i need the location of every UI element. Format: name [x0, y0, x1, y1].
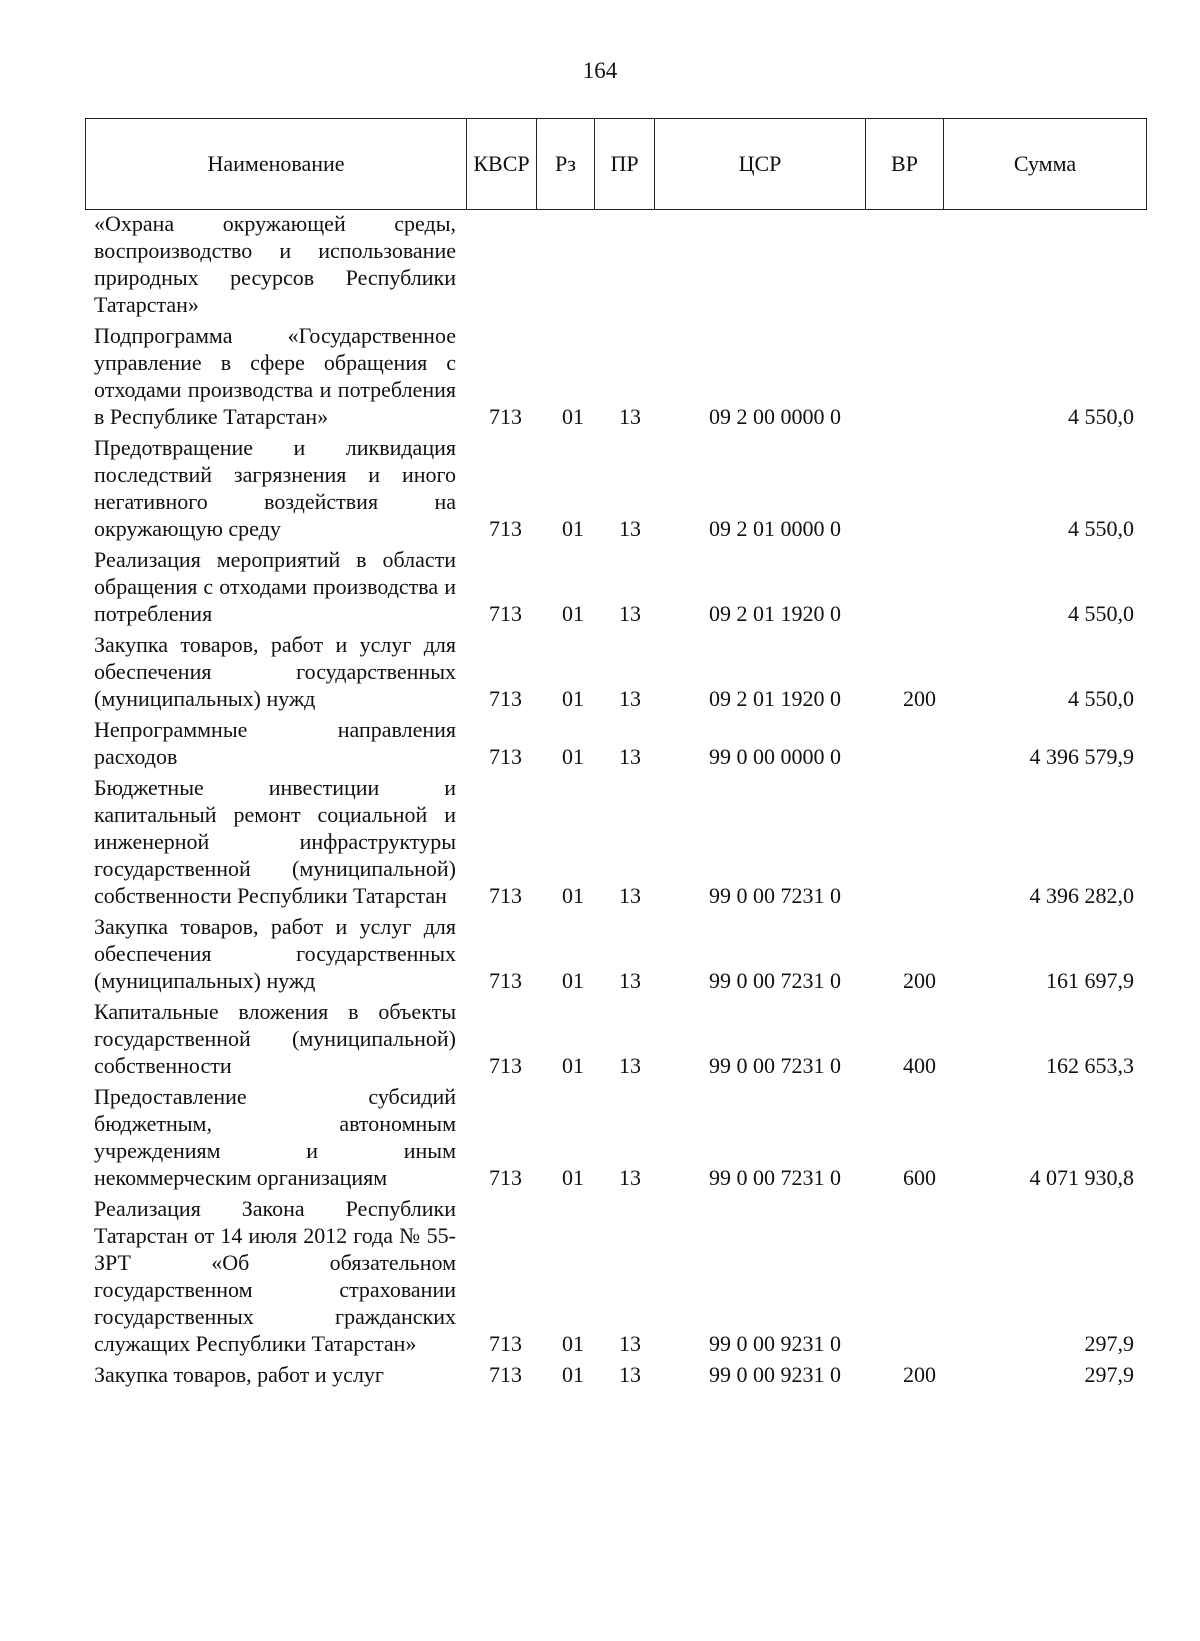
row-vr: 200: [903, 1362, 936, 1387]
row-pr: 13: [619, 404, 641, 429]
row-pr: 13: [619, 1331, 641, 1356]
row-kvsr: 713: [489, 516, 522, 541]
table-row: [94, 716, 1134, 770]
row-sum: 297,9: [1084, 1331, 1134, 1356]
row-csr: 09 2 00 0000 0: [709, 404, 841, 429]
row-rz: 01: [562, 601, 584, 626]
table-row: [94, 998, 1134, 1079]
row-pr: 13: [619, 516, 641, 541]
row-csr: 99 0 00 7231 0: [709, 1053, 841, 1078]
row-sum: 4 071 930,8: [1029, 1165, 1134, 1190]
row-name: Предотвращение и ликвидация последствий загрязнения и иного негативного воздействия на окружающую среду: [94, 435, 456, 541]
row-sum: 4 550,0: [1068, 404, 1134, 429]
table-header: [85, 118, 1147, 210]
row-kvsr: 713: [489, 601, 522, 626]
row-name: Реализация мероприятий в области обращения с отходами производства и потребления: [94, 547, 456, 626]
header-vr: ВР: [866, 119, 944, 209]
row-name: Закупка товаров, работ и услуг для обеспечения государственных (муниципальных) нужд: [94, 914, 456, 993]
row-vr: 600: [903, 1165, 936, 1190]
row-csr: 09 2 01 1920 0: [709, 601, 841, 626]
header-kvsr: КВСР: [467, 119, 537, 209]
row-kvsr: 713: [489, 744, 522, 769]
table-row: [94, 913, 1134, 994]
row-name: «Охрана окружающей среды, воспроизводство и использование природных ресурсов Республики Татарстан»: [94, 211, 456, 317]
row-kvsr: 713: [489, 883, 522, 908]
row-pr: 13: [619, 1165, 641, 1190]
row-sum: 4 396 282,0: [1029, 883, 1134, 908]
table-row: [94, 210, 1134, 318]
header-name: Наименование: [86, 119, 467, 209]
table-row: [94, 546, 1134, 627]
row-kvsr: 713: [489, 1053, 522, 1078]
header-rz: Рз: [537, 119, 595, 209]
row-name: Капитальные вложения в объекты государственной (муниципальной) собственности: [94, 999, 456, 1078]
row-pr: 13: [619, 601, 641, 626]
row-name: Закупка товаров, работ и услуг для обеспечения государственных (муниципальных) нужд: [94, 632, 456, 711]
row-name: Непрограммные направления расходов: [94, 717, 456, 769]
row-csr: 09 2 01 0000 0: [709, 516, 841, 541]
row-pr: 13: [619, 686, 641, 711]
row-rz: 01: [562, 404, 584, 429]
row-sum: 4 396 579,9: [1029, 744, 1134, 769]
row-csr: 99 0 00 7231 0: [709, 883, 841, 908]
table-row: [94, 322, 1134, 430]
row-csr: 99 0 00 9231 0: [709, 1362, 841, 1387]
row-name: Реализация Закона Республики Татарстан от 14 июля 2012 года № 55-ЗРТ «Об обязательном государственном страховании государственных гражданских служащих Республики Татарстан»: [94, 1196, 456, 1356]
row-csr: 99 0 00 9231 0: [709, 1331, 841, 1356]
row-sum: 4 550,0: [1068, 686, 1134, 711]
row-sum: 161 697,9: [1046, 968, 1134, 993]
row-name: Закупка товаров, работ и услуг: [94, 1362, 384, 1387]
row-rz: 01: [562, 516, 584, 541]
row-pr: 13: [619, 1362, 641, 1387]
row-pr: 13: [619, 744, 641, 769]
row-kvsr: 713: [489, 1362, 522, 1387]
row-kvsr: 713: [489, 686, 522, 711]
row-csr: 09 2 01 1920 0: [709, 686, 841, 711]
row-sum: 4 550,0: [1068, 601, 1134, 626]
row-name: Предоставление субсидий бюджетным, автономным учреждениям и иным некоммерческим организациям: [94, 1084, 456, 1190]
row-rz: 01: [562, 1053, 584, 1078]
row-pr: 13: [619, 1053, 641, 1078]
table-body: [94, 210, 1134, 1392]
header-sum: Сумма: [1013, 151, 1077, 176]
table-row: [94, 1361, 1134, 1388]
row-rz: 01: [562, 1165, 584, 1190]
row-vr: 200: [903, 968, 936, 993]
row-rz: 01: [562, 1331, 584, 1356]
row-kvsr: 713: [489, 968, 522, 993]
row-rz: 01: [562, 883, 584, 908]
row-rz: 01: [562, 744, 584, 769]
table-row: [94, 631, 1134, 712]
table-row: [94, 1195, 1134, 1357]
row-kvsr: 713: [489, 404, 522, 429]
row-sum: 297,9: [1084, 1362, 1134, 1387]
row-csr: 99 0 00 7231 0: [709, 1165, 841, 1190]
table-row: [94, 434, 1134, 542]
row-sum: 162 653,3: [1046, 1053, 1134, 1078]
row-name: Бюджетные инвестиции и капитальный ремонт социальной и инженерной инфраструктуры государственной (муниципальной) собственности Республики Татарстан: [94, 775, 456, 908]
row-vr: 400: [903, 1053, 936, 1078]
row-rz: 01: [562, 686, 584, 711]
row-name: Подпрограмма «Государственное управление в сфере обращения с отходами производства и потребления в Республике Татарстан»: [94, 323, 456, 429]
row-rz: 01: [562, 968, 584, 993]
row-vr: 200: [903, 686, 936, 711]
row-rz: 01: [562, 1362, 584, 1387]
row-sum: 4 550,0: [1068, 516, 1134, 541]
row-csr: 99 0 00 7231 0: [709, 968, 841, 993]
header-csr: ЦСР: [655, 119, 866, 209]
page-number: 164: [582, 58, 618, 83]
row-csr: 99 0 00 0000 0: [709, 744, 841, 769]
row-pr: 13: [619, 883, 641, 908]
row-kvsr: 713: [489, 1331, 522, 1356]
row-kvsr: 713: [489, 1165, 522, 1190]
header-pr: ПР: [595, 119, 655, 209]
table-row: [94, 1083, 1134, 1191]
row-pr: 13: [619, 968, 641, 993]
table-row: [94, 774, 1134, 909]
